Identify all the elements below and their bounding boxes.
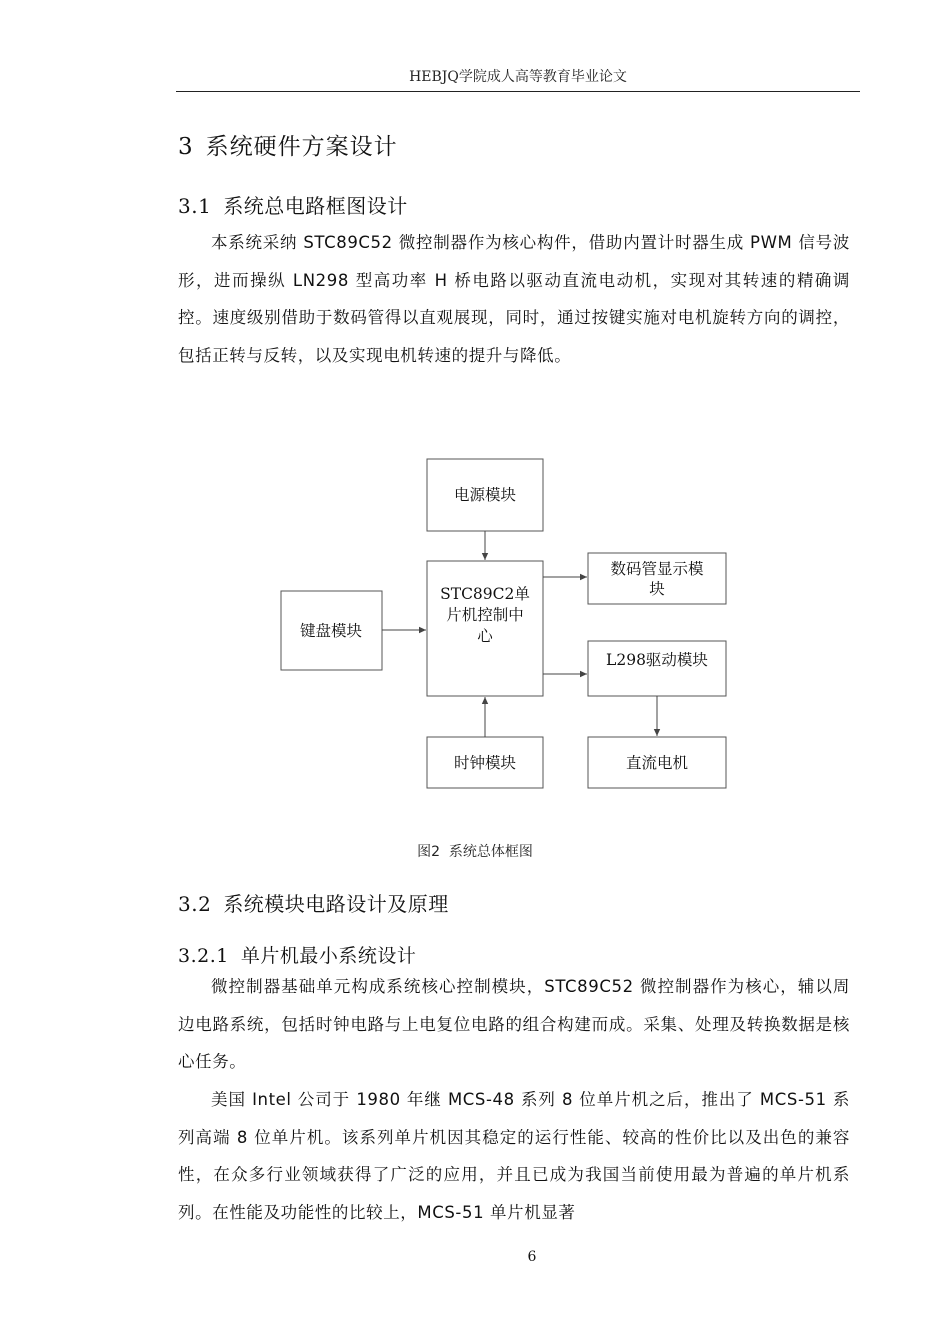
section-number: 3.2.1 — [178, 945, 229, 967]
paragraph-intro: 本系统采纳 STC89C52 微控制器作为核心构件，借助内置计时器生成 PWM 信号波形，进而操纵 LN298 型高功率 H 桥电路以驱动直流电动机，实现对其转速的精确调控。速度级别借助于数码管得以直观展现，同时，通过按键实施对电机旋转方向的调控，包括正转与反转，以及实现电机转速的提升与降低。 — [178, 233, 850, 365]
section-3-2-1-heading — [178, 941, 416, 968]
section-number: 3.2 — [178, 892, 212, 916]
keyboard-module-label: 键盘模块 — [299, 622, 363, 640]
header-rule — [176, 91, 860, 92]
section-title: 系统总电路框图设计 — [223, 194, 408, 218]
section-3-1-heading — [178, 190, 408, 219]
section-number: 3.1 — [178, 194, 212, 218]
mcu-label-line1: STC89C2单 — [440, 585, 530, 603]
clock-module-label: 时钟模块 — [453, 754, 517, 772]
figure-caption — [0, 841, 950, 861]
display-label-line2: 块 — [649, 580, 665, 598]
system-block-diagram — [260, 450, 740, 795]
page-number: 6 — [527, 1249, 537, 1265]
section-3-2-heading — [178, 888, 449, 917]
figure-number: 图2 — [417, 844, 440, 860]
power-module-label: 电源模块 — [453, 486, 517, 504]
driver-module-label: L298驱动模块 — [606, 651, 708, 669]
dc-motor-label: 直流电机 — [625, 754, 689, 772]
paragraph-mcs51-history: 美国 Intel 公司于 1980 年继 MCS-48 系列 8 位单片机之后，推出了 MCS-51 系列高端 8 位单片机。该系列单片机因其稳定的运行性能、较高的性价比以及出色的兼容性，在众多行业领域获得了广泛的应用，并且已成为我国当前使用最为普遍的单片机系列。在性能及功能性的比较上，MCS-51 单片机显著 — [178, 1090, 850, 1222]
display-label-line1: 数码管显示模 — [610, 560, 704, 578]
section-3-heading — [178, 128, 398, 161]
section-title: 单片机最小系统设计 — [240, 945, 417, 967]
mcu-label-line3: 心 — [477, 627, 493, 645]
figure-title: 系统总体框图 — [448, 844, 533, 860]
section-title: 系统硬件方案设计 — [205, 134, 398, 160]
mcu-label-line2: 片机控制中 — [446, 606, 524, 624]
paragraph-mcu-core: 微控制器基础单元构成系统核心控制模块，STC89C52 微控制器作为核心，辅以周边电路系统，包括时钟电路与上电复位电路的组合构建而成。采集、处理及转换数据是核心任务。 — [178, 977, 850, 1071]
page-header: HEBJQ学院成人高等教育毕业论文 — [409, 69, 627, 85]
section-number: 3 — [178, 134, 194, 160]
section-title: 系统模块电路设计及原理 — [223, 892, 449, 916]
